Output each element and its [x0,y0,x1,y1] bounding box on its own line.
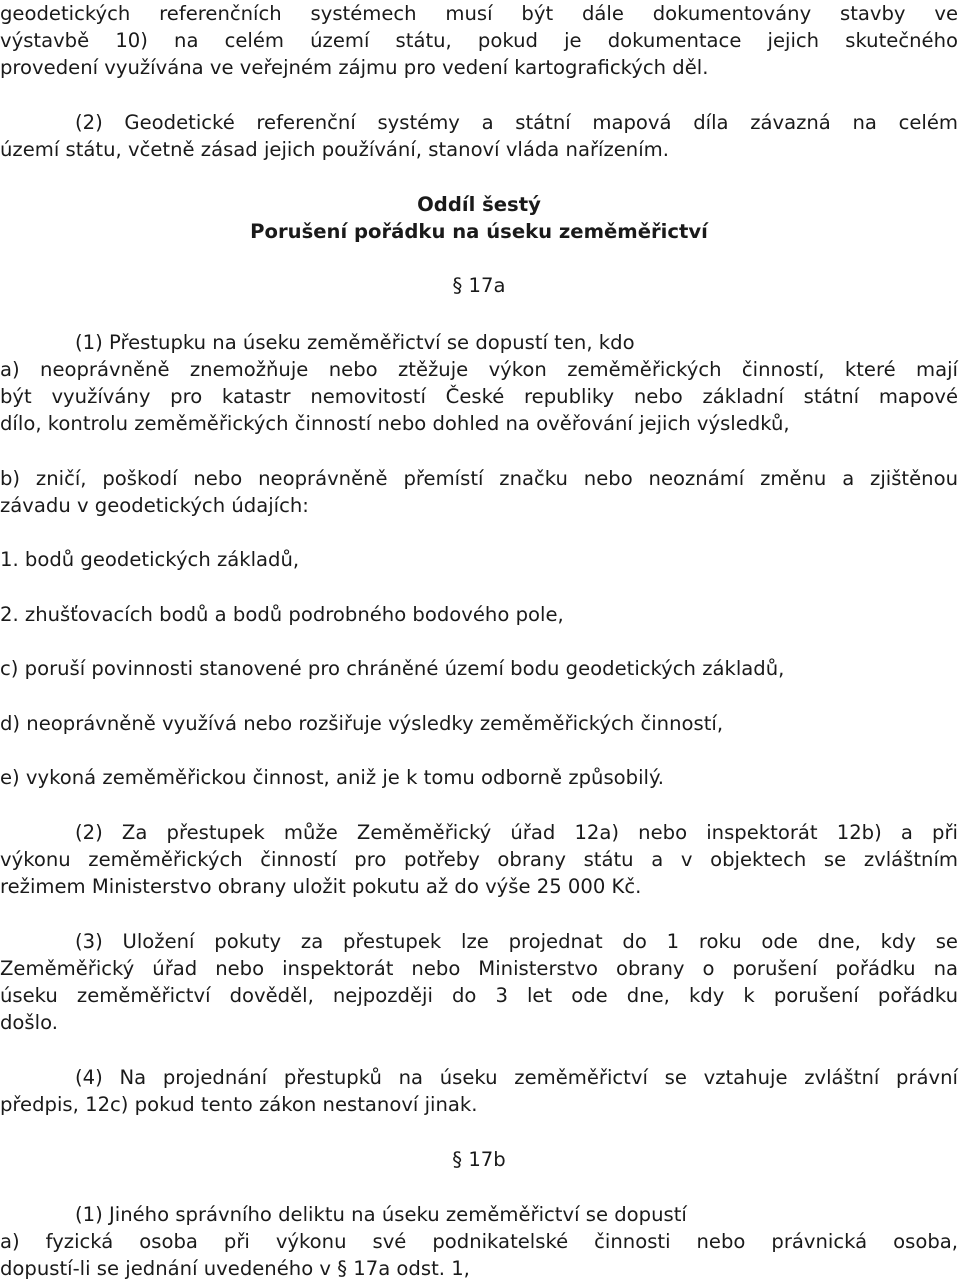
text-line: výstavbě 10) na celém území státu, pokud je dokumentace jejich skutečného [0,29,958,52]
paragraph-line: (1) Jiného správního deliktu na úseku zeměměřictví se dopustí [75,1203,687,1226]
list-item-a: dílo, kontrolu zeměměřických činností nebo dohled na ověřování jejich výsledků, [0,412,790,435]
section-17b-heading: § 17b [452,1148,506,1171]
division-heading: Oddíl šestý [417,193,541,216]
text-line: geodetických referenčních systémech musí být dále dokumentovány stavby ve [0,2,958,25]
paragraph-line: Zeměměřický úřad nebo inspektorát nebo Ministerstvo obrany o porušení pořádku na [0,957,958,980]
paragraph-line: území státu, včetně zásad jejich používání, stanoví vláda nařízením. [0,138,669,161]
paragraph-line: (2) Geodetické referenční systémy a státní mapová díla závazná na celém [75,111,958,134]
section-17a-heading: § 17a [452,274,506,297]
list-item-e: e) vykoná zeměměřickou činnost, aniž je k tomu odborně způsobilý. [0,766,665,789]
paragraph-line: (3) Uložení pokuty za přestupek lze projednat do 1 roku ode dne, kdy se [75,930,958,953]
numbered-item-2: 2. zhušťovacích bodů a bodů podrobného bodového pole, [0,603,564,626]
paragraph-line: předpis, 12c) pokud tento zákon nestanoví jinak. [0,1093,478,1116]
list-item-b: závadu v geodetických údajích: [0,494,309,517]
paragraph-line: došlo. [0,1011,58,1034]
list-item-a: a) fyzická osoba při výkonu své podnikatelské činnosti nebo právnická osoba, [0,1230,958,1253]
paragraph-line: (2) Za přestupek může Zeměměřický úřad 12a) nebo inspektorát 12b) a při [75,821,958,844]
paragraph-line: výkonu zeměměřických činností pro potřeby obrany státu a v objektech se zvláštním [0,848,958,871]
paragraph-line: režimem Ministerstvo obrany uložit pokutu až do výše 25 000 Kč. [0,875,642,898]
text-line: provedení využívána ve veřejném zájmu pro vedení kartografických děl. [0,56,709,79]
list-item-c: c) poruší povinnosti stanovené pro chráněné území bodu geodetických základů, [0,657,785,680]
paragraph-line: (4) Na projednání přestupků na úseku zeměměřictví se vztahuje zvláštní právní [75,1066,958,1089]
numbered-item-1: 1. bodů geodetických základů, [0,548,300,571]
list-item-a: být využívány pro katastr nemovitostí České republiky nebo základní státní mapové [0,385,958,408]
paragraph-line: úseku zeměměřictví dověděl, nejpozději do 3 let ode dne, kdy k porušení pořádku [0,984,958,1007]
list-item-b: b) zničí, poškodí nebo neoprávněně přemístí značku nebo neoznámí změnu a zjištěnou [0,467,958,490]
paragraph-line: (1) Přestupku na úseku zeměměřictví se dopustí ten, kdo [75,331,635,354]
division-title: Porušení pořádku na úseku zeměměřictví [250,220,708,243]
list-item-a: a) neoprávněně znemožňuje nebo ztěžuje výkon zeměměřických činností, které mají [0,358,958,381]
list-item-d: d) neoprávněně využívá nebo rozšiřuje výsledky zeměměřických činností, [0,712,724,735]
list-item-a: dopustí-li se jednání uvedeného v § 17a odst. 1, [0,1257,470,1280]
